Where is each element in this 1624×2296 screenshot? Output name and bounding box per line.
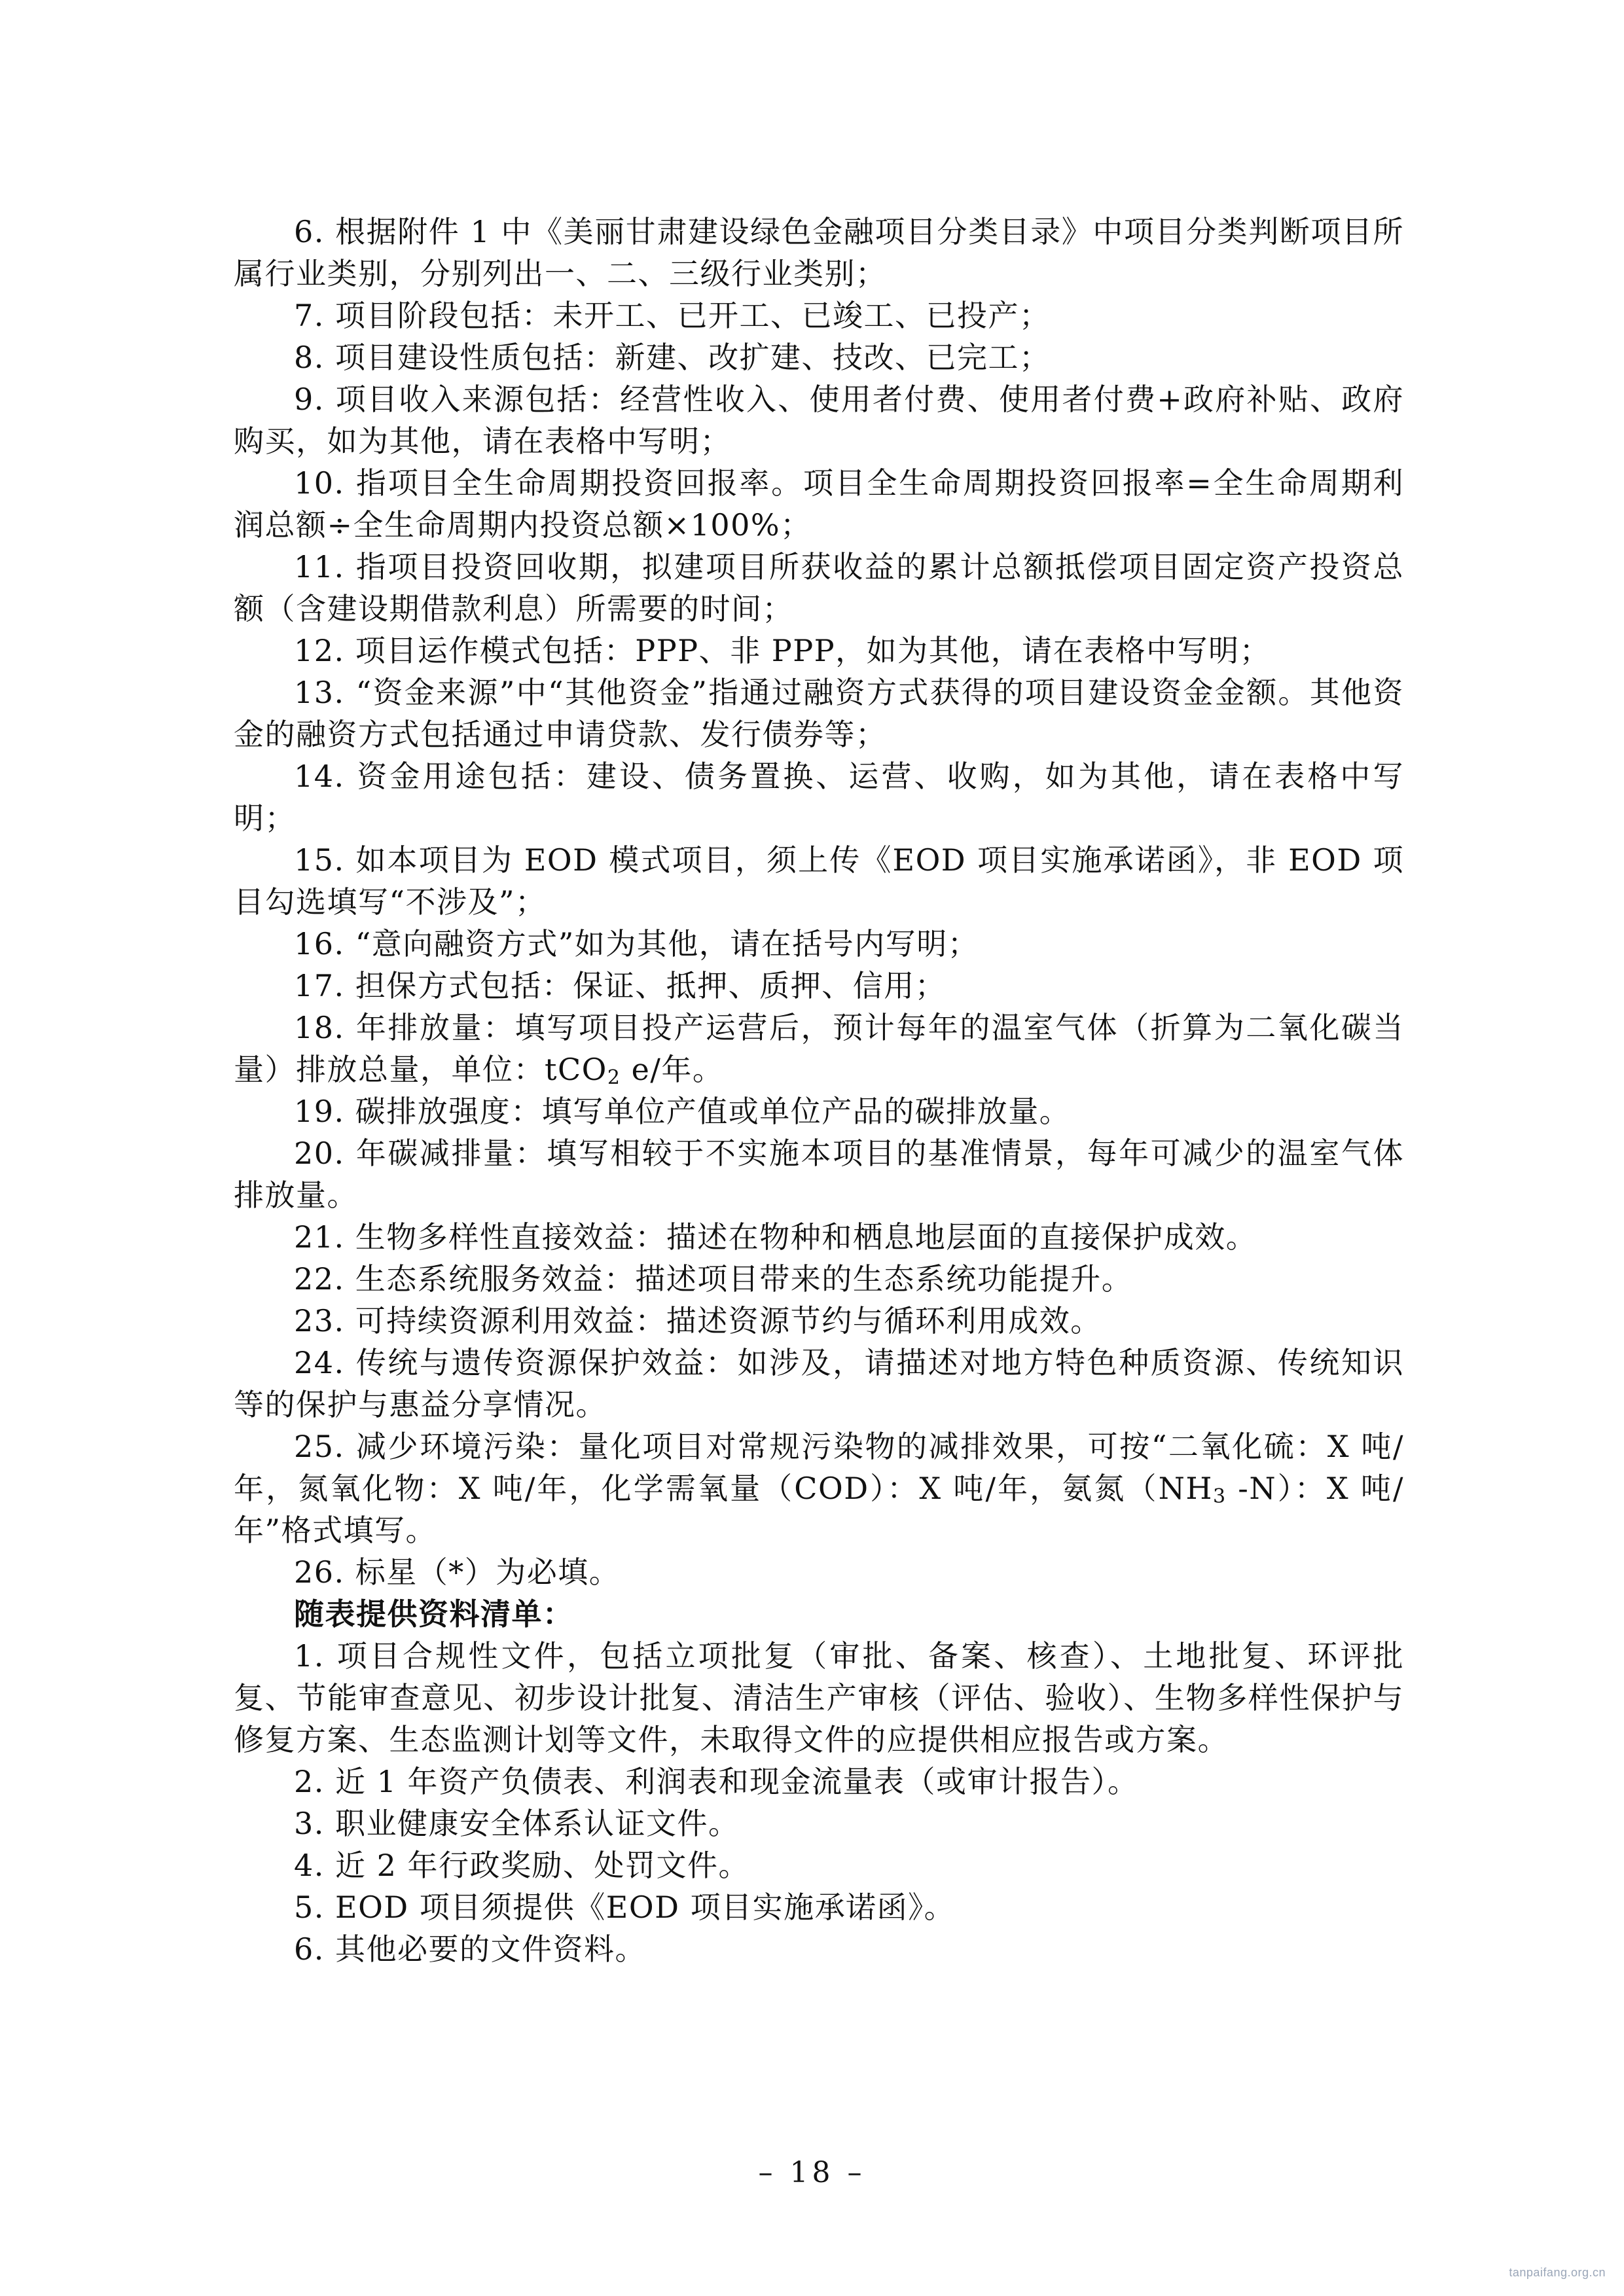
document-body xyxy=(234,211,1404,1970)
materials-item-1: 1. 项目合规性文件，包括立项批复（审批、备案、核查）、土地批复、环评批复、节能审查意见、初步设计批复、清洁生产审核（评估、验收）、生物多样性保护与修复方案、生态监测计划等文件，未取得文件的应提供相应报告或方案。 xyxy=(234,1638,1404,1757)
note-25-subscript: 3 xyxy=(1212,1485,1227,1508)
note-24: 24. 传统与遗传资源保护效益：如涉及，请描述对地方特色种质资源、传统知识等的保护与惠益分享情况。 xyxy=(234,1345,1404,1422)
note-10: 10. 指项目全生命周期投资回报率。项目全生命周期投资回报率=全生命周期利润总额÷全生命周期内投资总额×100%； xyxy=(234,465,1404,543)
note-25-tail: -N）：X 吨/年”格式填写。 xyxy=(234,1471,1404,1548)
note-25 xyxy=(234,1426,1404,1551)
materials-item-2: 2. 近 1 年资产负债表、利润表和现金流量表（或审计报告）。 xyxy=(294,1764,1139,1799)
note-18 xyxy=(234,1007,1404,1090)
note-13: 13. “资金来源”中“其他资金”指通过融资方式获得的项目建设资金金额。其他资金的融资方式包括通过申请贷款、发行债券等； xyxy=(234,675,1404,752)
note-19: 19. 碳排放强度：填写单位产值或单位产品的碳排放量。 xyxy=(294,1094,1071,1129)
materials-item-3: 3. 职业健康安全体系认证文件。 xyxy=(294,1806,740,1841)
note-6: 6. 根据附件 1 中《美丽甘肃建设绿色金融项目分类目录》中项目分类判断项目所属行业类别，分别列出一、二、三级行业类别； xyxy=(234,214,1404,291)
note-22: 22. 生态系统服务效益：描述项目带来的生态系统功能提升。 xyxy=(294,1261,1133,1297)
note-17: 17. 担保方式包括：保证、抵押、质押、信用； xyxy=(294,968,947,1003)
page-number: – 18 – xyxy=(758,2156,866,2189)
watermark: tanpaifang.org.cn xyxy=(1509,2266,1606,2279)
note-11: 11. 指项目投资回收期，拟建项目所获收益的累计总额抵偿项目固定资产投资总额（含建设期借款利息）所需要的时间； xyxy=(234,549,1404,626)
note-26: 26. 标星（*）为必填。 xyxy=(294,1554,621,1590)
materials-item-5: 5. EOD 项目须提供《EOD 项目实施承诺函》。 xyxy=(294,1890,956,1925)
note-9: 9. 项目收入来源包括：经营性收入、使用者付费、使用者付费+政府补贴、政府购买，如为其他，请在表格中写明； xyxy=(234,382,1404,459)
note-25-text: 25. 减少环境污染：量化项目对常规污染物的减排效果，可按“二氧化硫：X 吨/年，氮氧化物：X 吨/年，化学需氧量（COD）：X 吨/年，氨氮（NH xyxy=(234,1429,1404,1506)
note-20: 20. 年碳减排量：填写相较于不实施本项目的基准情景，每年可减少的温室气体排放量。 xyxy=(234,1136,1404,1213)
materials-heading: 随表提供资料清单： xyxy=(294,1596,574,1632)
note-14: 14. 资金用途包括：建设、债务置换、运营、收购，如为其他，请在表格中写明； xyxy=(234,759,1404,836)
note-21: 21. 生物多样性直接效益：描述在物种和栖息地层面的直接保护成效。 xyxy=(294,1219,1257,1255)
note-16: 16. “意向融资方式”如为其他，请在括号内写明； xyxy=(294,926,979,961)
note-8: 8. 项目建设性质包括：新建、改扩建、技改、已完工； xyxy=(294,340,1051,375)
note-12: 12. 项目运作模式包括：PPP、非 PPP，如为其他，请在表格中写明； xyxy=(294,633,1271,668)
note-23: 23. 可持续资源利用效益：描述资源节约与循环利用成效。 xyxy=(294,1303,1102,1338)
note-18-subscript: 2 xyxy=(607,1066,621,1089)
note-18-unit: e/年。 xyxy=(621,1052,724,1087)
note-7: 7. 项目阶段包括：未开工、已开工、已竣工、已投产； xyxy=(294,298,1051,333)
materials-item-6: 6. 其他必要的文件资料。 xyxy=(294,1931,647,1967)
note-15: 15. 如本项目为 EOD 模式项目，须上传《EOD 项目实施承诺函》，非 EOD 项目勾选填写“不涉及”； xyxy=(234,842,1404,920)
materials-item-4: 4. 近 2 年行政奖励、处罚文件。 xyxy=(294,1848,750,1883)
note-18-text: 18. 年排放量：填写项目投产运营后，预计每年的温室气体（折算为二氧化碳当量）排放总量，单位：tCO xyxy=(234,1010,1404,1087)
